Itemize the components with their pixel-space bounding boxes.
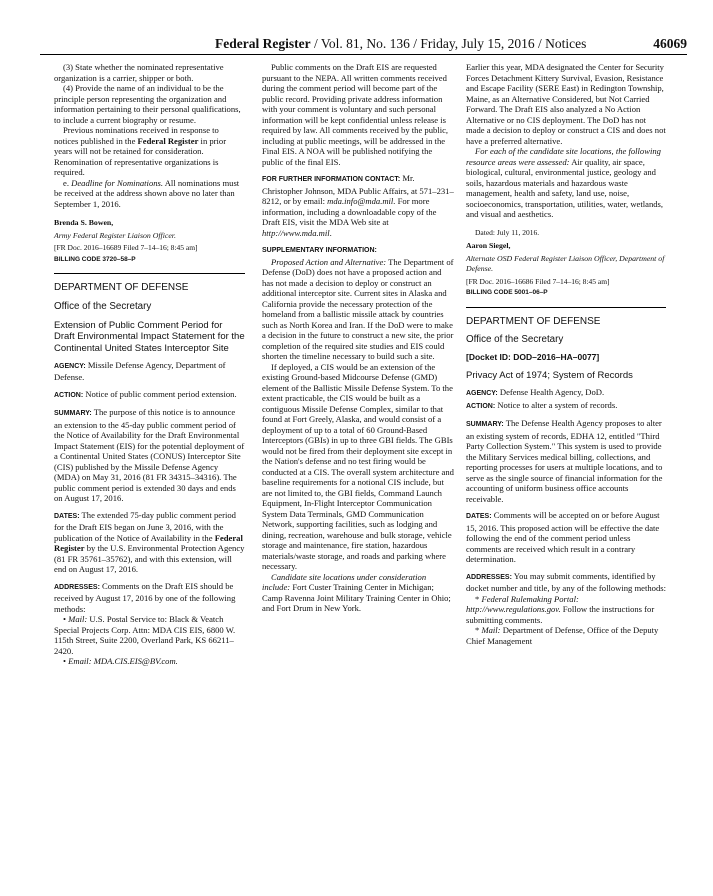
page-header [40,36,687,55]
list-item [54,656,245,667]
field-label: AGENCY: [54,362,86,370]
field-value: by the U.S. Environmental Protection Agency (81 FR 35761–35762), and with this extension, will end on August 17, 2016. [54,543,245,575]
dates-field [54,510,245,575]
signatory-name: Aaron Siegel, [466,241,511,250]
department-heading: DEPARTMENT OF DEFENSE [54,282,189,293]
office-heading: Office of the Secretary [54,300,152,312]
action-field [54,389,245,402]
dated-line: Dated: July 11, 2016. [475,227,540,237]
addresses-field [54,581,245,615]
paragraph [262,572,455,614]
text: Fort Custer Training Center in Michigan; Camp Ravenna Joint Military Training Center in Ohio; and Fort Drum in New York. [262,582,451,613]
text-italic: Proposed Action and Alternative: [271,256,387,267]
document-title: Extension of Public Comment Period for Draft Environmental Impact Statement for the Continental United States Interceptor Site [54,320,245,354]
supplementary-label [262,244,455,257]
web-link[interactable]: http://www.mda.mil [262,227,330,238]
section-divider [54,273,245,274]
signatory-title: Alternate OSD Federal Register Liaison Officer, Department of Defense. [466,253,665,273]
email-link[interactable]: mda.info@mda.mil. [327,196,396,206]
bullet: • [63,614,69,625]
summary-field [54,407,245,504]
issue-info: / Vol. 81, No. 136 / Friday, July 15, 2016 / Notices [310,36,587,51]
paragraph [466,146,666,220]
field-value: Defense Health Agency, DoD. [497,387,605,398]
field-label: SUPPLEMENTARY INFORMATION: [262,247,377,254]
list-item [466,625,666,646]
field-value: Comments on the Draft EIS should be received by August 17, 2016 by one of the following methods: [54,580,236,614]
column-3 [466,62,666,646]
field-label: DATES: [466,513,492,521]
field-value: Mr. Christopher Johnson, MDA Public Affairs, at 571–231–8212, or by email: [262,173,454,206]
docket-id: [Docket ID: DOD–2016–HA–0077] [466,351,600,362]
bullet: * [475,593,482,604]
page-number: 46069 [653,36,687,51]
column-2 [262,62,455,614]
text: Air quality, air space, biological, cultural, environmental justice, geology and soils, hazardous materials and hazardous waste management, health and safety, land use, noise, socioeconomics, transportation, utilities, water, wetlands, and visual and aesthetics. [466,156,664,219]
web-link[interactable]: Federal Rulemaking Portal: http://www.regulations.gov. [466,593,579,615]
contact-field [262,173,455,238]
field-label: AGENCY: [466,390,498,398]
bullet: • [63,656,69,667]
paragraph [262,257,455,362]
text: Department of Defense, Office of the Deputy Chief Management [466,625,659,646]
text-italic: For each of the candidate site locations, the following resource areas were assessed: [466,146,661,167]
field-value: Comments will be accepted on or before August 15, 2016. This proposed action will be effective the date following the end of the comment period unless comments are received which result in a contrary determination. [466,510,660,565]
action-field [466,400,666,413]
summary-field [466,418,666,504]
field-value: The purpose of this notice is to announce an extension to the 45-day public comment period of the Notice of Availability for the Draft Environmental Impact Statement (EIS) for the potential deployment of a Continental United States (CONUS) Interceptor Site (CIS) published by the Missile Defense Agency (MDA) on May 31, 2016 (81 FR 34315–34316). The public comment period is extended 30 days and ends on August 17, 2016. [54,407,245,504]
running-head [215,36,586,52]
column-1 [54,62,245,667]
text-italic: Deadline for Nominations. [71,177,164,188]
agency-field [54,360,245,383]
journal-name: Federal Register [215,36,311,51]
text: The Department of Defense (DoD) does not have a proposed action and has not made a decision to deploy or construct an additional interceptor site. Current sites in Alaska and California provide the necessary protection of the homeland from a ballistic missile attack by countries such as North Korea and Iran. If the DoD were to make a decision in the future to construct a new site, the prior completion of the required site studies and EIS could shorten the timeline necessary to build such a site. [262,256,454,361]
text: Follow the instructions for submitting comments. [466,604,655,625]
dates-field [466,510,666,565]
paragraph: Public comments on the Draft EIS are requested pursuant to the NEPA. All written comments received during the comment period will become part of the public record. Providing private address information with your comment is voluntary and such personal information will be kept confidential unless release is required by law. All comments received by the public, including at public meetings, will be addressed in the Final EIS. A NOA will be published notifying the public of the final EIS. [262,62,449,167]
document-title: Privacy Act of 1974; System of Records [466,370,633,381]
field-value: The extended 75-day public comment period for the Draft EIS began on June 3, 2016, with the publication of the Notice of Availability in the [54,509,236,543]
field-value: Notice to alter a system of records. [495,399,618,410]
email-link[interactable]: Email: MDA.CIS.EIS@BV.com. [68,656,178,667]
fr-doc-line: [FR Doc. 2016–16686 Filed 7–14–16; 8:45 am] [466,276,610,286]
text-bold: Federal Register [54,532,243,554]
billing-code: BILLING CODE 5001–06–P [466,289,548,296]
field-label: ACTION: [466,402,496,410]
list-item [466,594,666,626]
paragraph [54,125,245,178]
text-italic: Mail: [68,614,88,625]
signatory-title: Army Federal Register Liaison Officer. [54,230,176,240]
list-item [54,614,245,656]
field-label: ACTION: [54,391,84,399]
field-label: SUMMARY: [466,421,504,429]
text: U.S. Postal Service to: Black & Veatch Special Projects Corp. Attn: MDA CIS EIS, 6800 W. 115th Street, Suite 2200, Overland Park, KS 66211–2420. [54,614,236,656]
text: . [329,227,332,238]
text: All nominations must be received at the address shown above no later than September 1, 2016. [54,177,240,209]
field-value: The Defense Health Agency proposes to alter an existing system of records, EDHA 12, entitled "Third Party Collection System." This system is used to provide the Military Services medical billing, collections, and reporting processes for users at multiple locations, and to serve as the single source of financial information for the accounting of uniform business office accounts receivable. [466,418,663,504]
billing-code: BILLING CODE 3720–58–P [54,255,136,263]
field-value: For more information, including a downloadable copy of the Draft EIS, visit the MDA Web site at [262,196,437,227]
bullet: * [475,625,482,636]
paragraph: Earlier this year, MDA designated the Center for Security Forces Detachment Kittery Survival, Evasion, Resistance and Escape Facility (SERE East) in Redington Township, Maine, as an Alternative Considered, but Not Carried Forward. The Draft EIS also analyzed a No Action Alternative or no CIS deployment. The DoD has not made a decision to deploy or construct a CIS and does not have a preferred alternative. [466,62,666,146]
section-divider [466,307,666,308]
paragraph [54,178,245,210]
text: e. [63,177,72,188]
agency-field [466,387,666,400]
department-heading: DEPARTMENT OF DEFENSE [466,315,601,327]
field-label: SUMMARY: [54,410,92,418]
fr-doc-line: [FR Doc. 2016–16689 Filed 7–14–16; 8:45 am] [54,243,198,252]
text: in prior years will not be retained for consideration. Renomination of representative organizations is required. [54,135,227,177]
paragraph: (4) Provide the name of an individual to be the principle person representing the organization and information pertaining to their personal qualifications, to include a current biography or resume. [54,83,241,125]
field-value: You may submit comments, identified by docket number and title, by any of the following methods: [466,570,667,594]
text-italic: Mail: [481,625,501,636]
field-label: DATES: [54,512,80,520]
office-heading: Office of the Secretary [466,334,564,345]
signatory-name: Brenda S. Bowen, [54,218,114,227]
field-label: ADDRESSES: [466,573,512,581]
field-value: Notice of public comment period extension. [83,388,237,399]
text-italic: Candidate site locations under consideration include: [262,571,427,592]
paragraph: (3) State whether the nominated representative organization is a carrier, shipper or both. [54,62,224,83]
addresses-field [466,571,666,594]
field-value: Missile Defense Agency, Department of Defense. [54,359,226,383]
paragraph: If deployed, a CIS would be an extension of the existing Ground-based Midcourse Defense (GMD) element of the Ballistic Missile Defense System. To the extent practicable, the CIS would be built as a contiguous Missile Defense Complex, similar to that found at Fort Greely, Alaska, and would consist of a deployment of up to a total of 60 Ground-Based Interceptors (GBIs) in up to three GBI fields. The GBIs would not be fired from their deployment site except in the Nation's defense and no test firing would be conducted at a CIS. The overall system architecture and baseline requirements for a notional CIS include, but are not limited to, the GBI fields, Command Launch Equipment, In-Flight Interceptor Communication System Data Terminals, GMD Communication Network, supporting facilities, such as lodging and dining, recreation, warehouse and bulk storage, vehicle storage and maintenance, fire station, hazardous materials/waste storage, and roads and parking where necessary. [262,361,454,571]
field-label: FOR FURTHER INFORMATION CONTACT: [262,176,401,183]
text: Previous nominations received in response to notices published in the [54,125,219,146]
text-bold: Federal Register [137,135,199,146]
field-label: ADDRESSES: [54,583,100,591]
